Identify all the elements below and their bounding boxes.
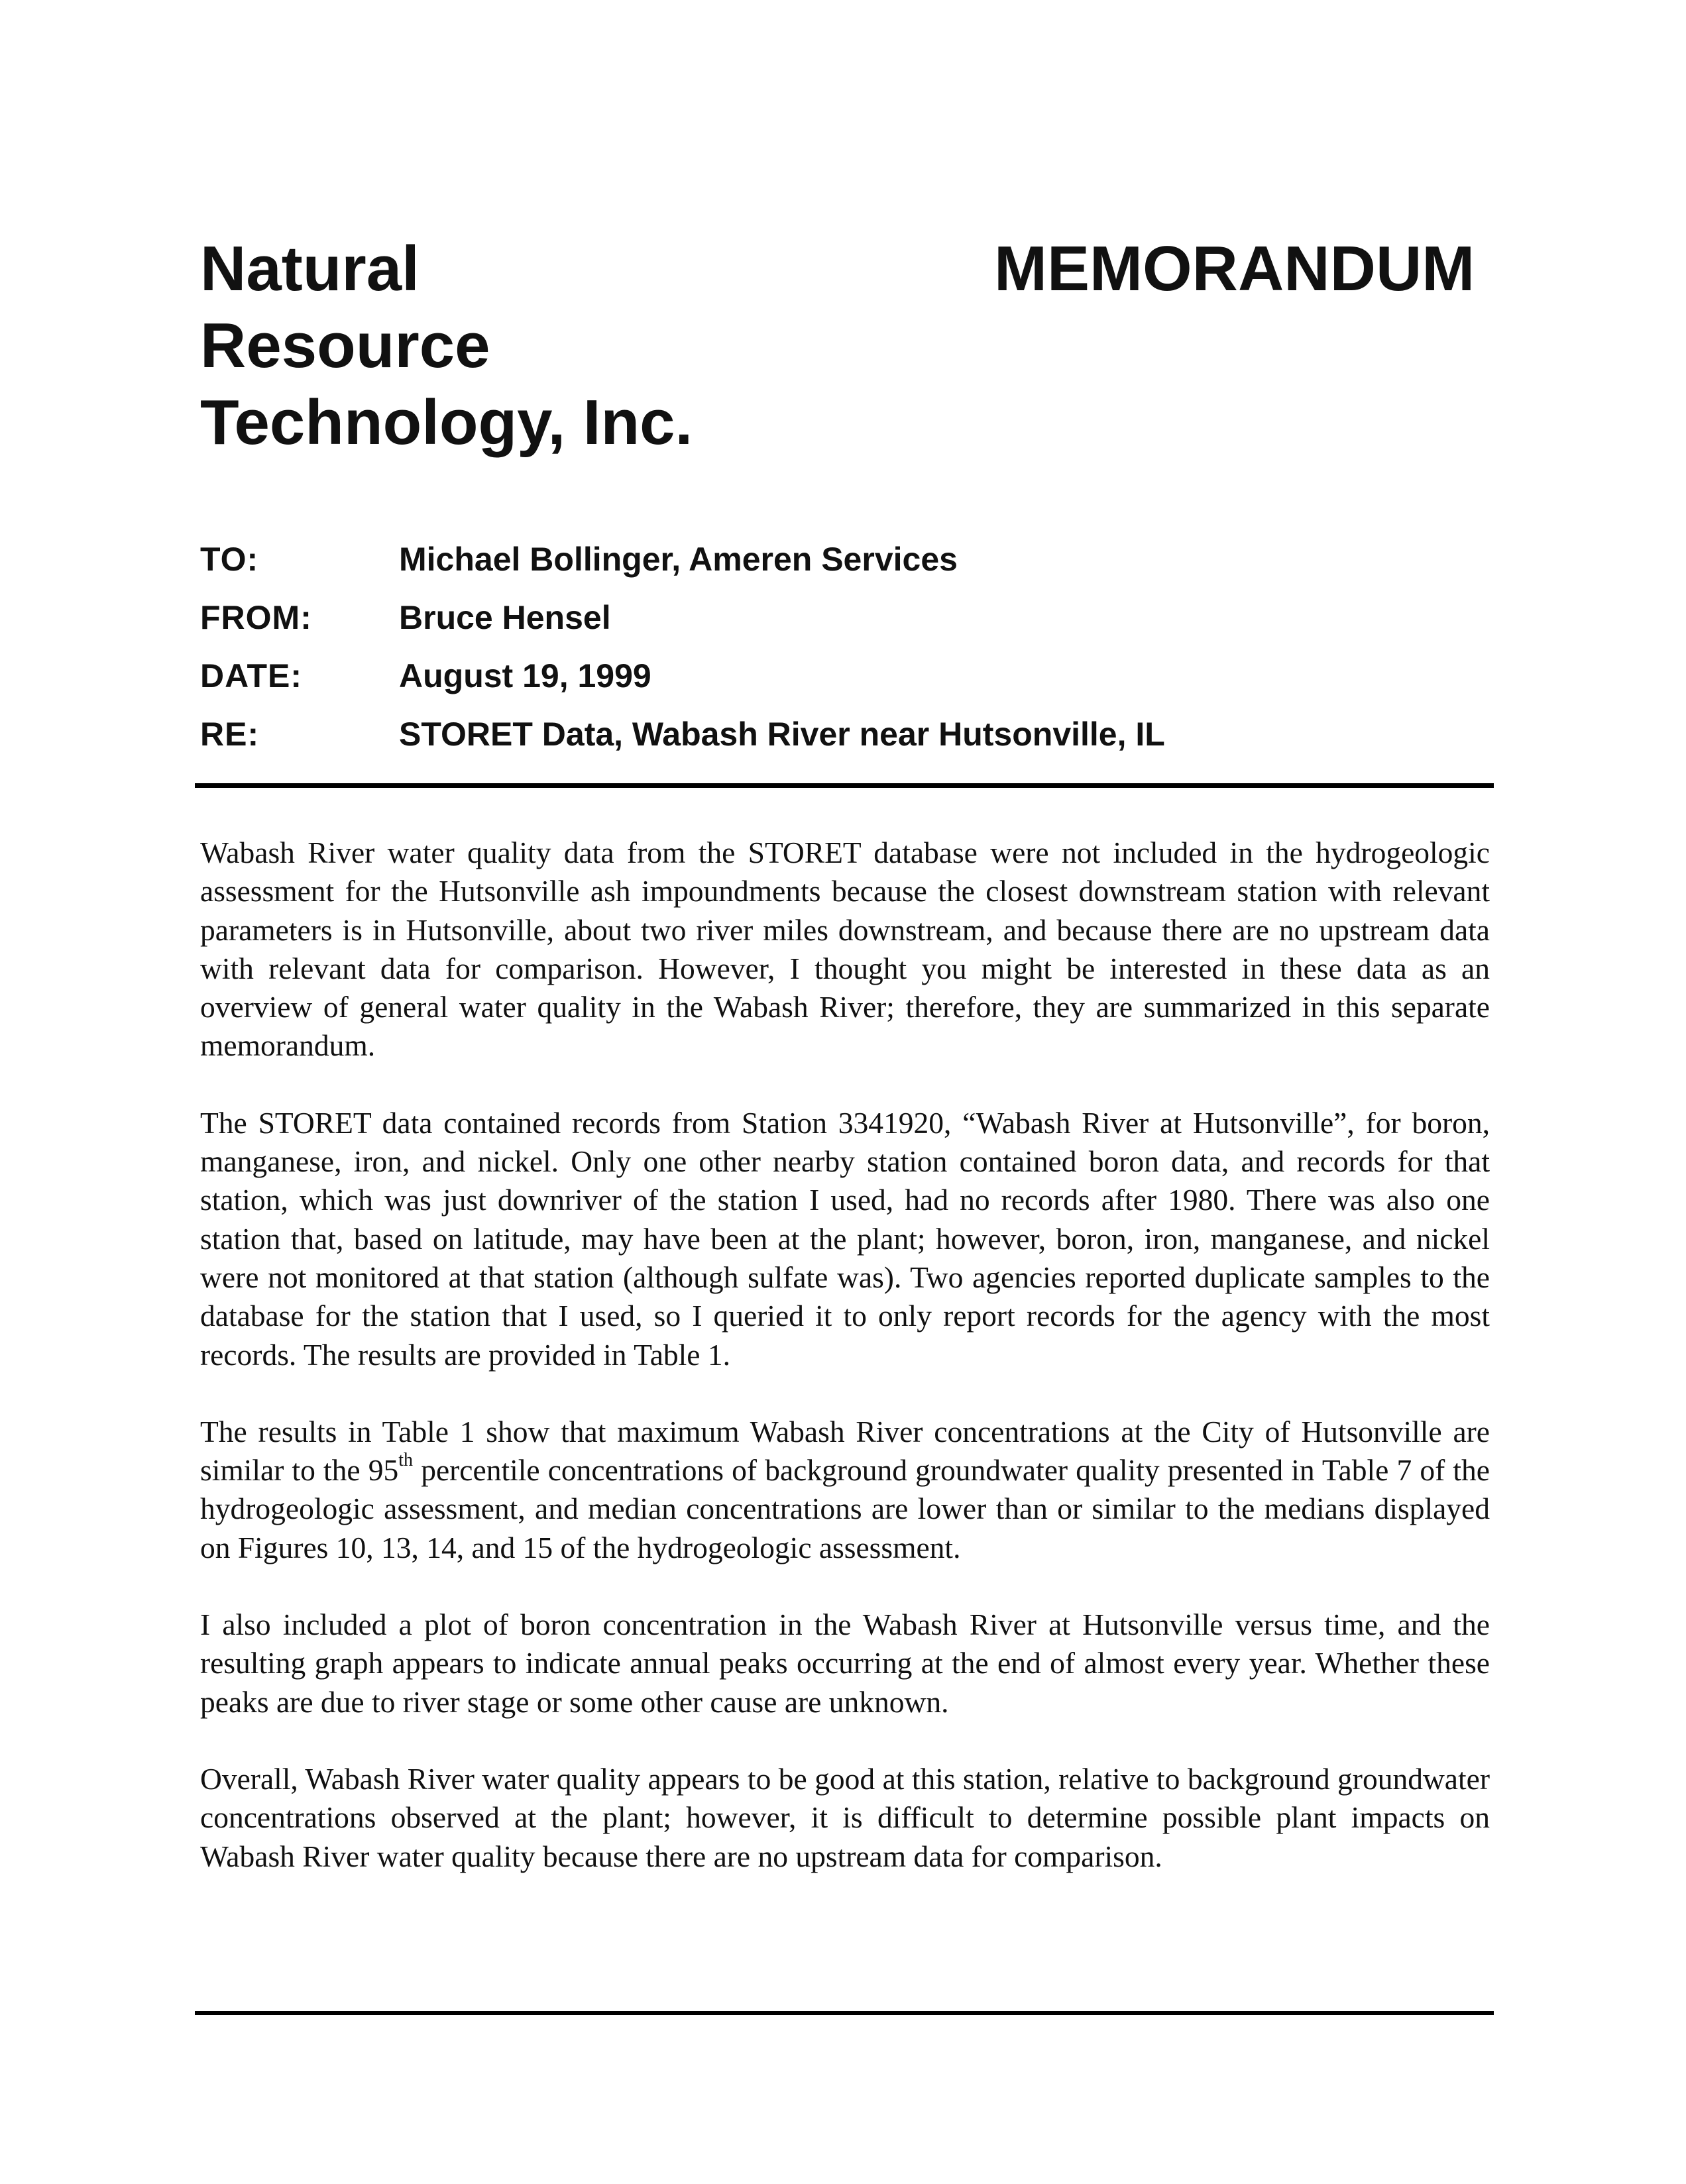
memo-field-label: RE: xyxy=(200,716,260,753)
memo-field-date xyxy=(200,647,1165,705)
memo-header-fields xyxy=(200,530,1165,763)
body-paragraph xyxy=(200,1413,1490,1567)
ordinal-suffix: th xyxy=(398,1450,414,1470)
company-name-line: Technology, Inc. xyxy=(200,387,693,458)
footer-divider xyxy=(195,2011,1494,2015)
company-name-line: Natural xyxy=(200,233,420,304)
document-type-heading: MEMORANDUM xyxy=(994,233,1475,304)
memo-field-label: FROM: xyxy=(200,599,312,636)
body-paragraph: Overall, Wabash River water quality appears to be good at this station, relative to background groundwater concentrations observed at the plant; however, it is difficult to determine possible plant impacts on Wabash River water quality because there are no upstream data for comparison. xyxy=(200,1761,1490,1873)
memo-field-to xyxy=(200,530,1165,588)
memo-field-re xyxy=(200,705,1165,763)
body-text-run: percentile concentrations of background groundwater quality presented in Table 7 of the hydrogeologic assessment, and median concentrations are lower than or similar to the medians displayed on Figures 10, 13, 14, and 15 of the hydrogeologic assessment. xyxy=(200,1453,1490,1564)
body-text-run: The results in Table 1 show that maximum Wabash River concentrations at the City of Hutsonville are similar to the 95 xyxy=(200,1414,1490,1488)
header-divider xyxy=(195,783,1494,788)
memo-field-label: TO: xyxy=(200,541,259,578)
body-paragraph: The STORET data contained records from Station 3341920, “Wabash River at Hutsonville”, for boron, manganese, iron, and nickel. Only one other nearby station contained boron data, and records for that station, which was just downriver of the station I used, had no records after 1980. There was also one station that, based on latitude, may have been at the plant; however, boron, iron, manganese, and nickel were not monitored at that station (although sulfate was). Two agencies reported duplicate samples to the database for the station that I used, so I queried it to only report records for the agency with the most records. The results are provided in Table 1. xyxy=(200,1105,1490,1372)
memo-field-value: Bruce Hensel xyxy=(399,599,611,636)
body-paragraph: Wabash River water quality data from the STORET database were not included in the hydrogeologic assessment for the Hutsonville ash impoundments because the closest downstream station with relevant parameters is in Hutsonville, about two river miles downstream, and because there are no upstream data with relevant data for comparison. However, I thought you might be interested in these data as an overview of general water quality in the Wabash River; therefore, they are summarized in this separate memorandum. xyxy=(200,836,1490,1063)
memo-field-label: DATE: xyxy=(200,657,303,694)
memo-body xyxy=(200,834,1490,1914)
company-name xyxy=(200,231,797,461)
memo-field-value: Michael Bollinger, Ameren Services xyxy=(399,541,958,578)
company-name-line: Resource xyxy=(200,310,490,381)
body-paragraph: I also included a plot of boron concentration in the Wabash River at Hutsonville versus time, and the resulting graph appears to indicate annual peaks occurring at the end of almost every year. Whether these peaks are due to river stage or some other cause are unknown. xyxy=(200,1608,1490,1719)
memo-field-value: August 19, 1999 xyxy=(399,657,651,694)
memo-field-from xyxy=(200,588,1165,647)
memo-field-value: STORET Data, Wabash River near Hutsonville, IL xyxy=(399,716,1165,753)
